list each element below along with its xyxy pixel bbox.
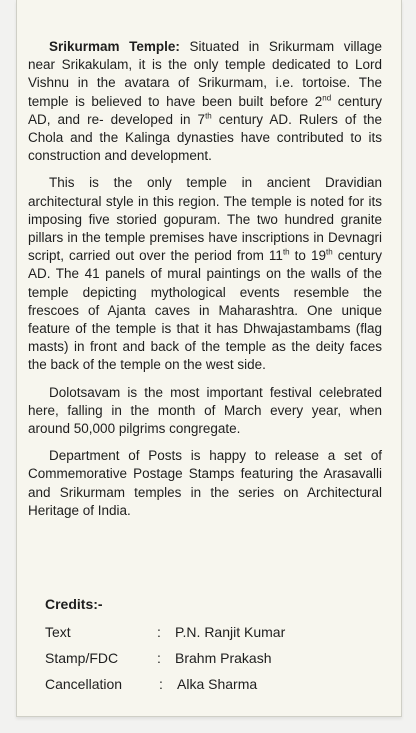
credit-value: Alka Sharma: [177, 676, 258, 692]
para-text: This is the only temple in ancient Dravidian architectural style in this region. The temple is noted for its imposing five storied gopuram. The two hundred granite pillars in the temple premises have inscriptions in Devnagri script, carried out over the period from 11: [28, 175, 382, 264]
credit-row-cancellation: [45, 676, 375, 694]
para-text: century AD, and re- developed in 7: [28, 93, 382, 127]
ordinal-suffix: th: [205, 111, 212, 121]
credits-heading: Credits:-: [45, 596, 103, 612]
ordinal-suffix: th: [326, 247, 333, 257]
paragraph-release: Department of Posts is happy to release a set of Commemorative Postage Stamps featuring the Arasavalli and Srikurmam temples in the series on Architectural Heritage of India.: [28, 448, 382, 518]
para-text: Situated in Srikurmam village near Srikakulam, it is the only temple dedicated to Lord Vishnu in the avatara of Srikurmam, i.e. tortoise. The temple is believed to have been built before 2: [28, 39, 382, 109]
paragraph-architecture: [28, 174, 382, 374]
paragraph-festival: Dolotsavam is the most important festival celebrated here, falling in the month of March every year, when around 50,000 pilgrims congregate.: [28, 384, 382, 437]
para-text: century AD. The 41 panels of mural paintings on the walls of the temple depicting mythological events resemble the frescoes of Ajanta caves in Maharashtra. One unique feature of the temple is that it has Dhwajastambams (flag masts) in front and back of the temple as the deity faces the back of the temple on the west side.: [28, 248, 382, 373]
credit-row-stamp: [45, 650, 375, 668]
credit-row-text: [45, 624, 375, 642]
body-text: [28, 38, 382, 520]
credit-value: P.N. Ranjit Kumar: [175, 624, 286, 640]
credit-colon: :: [157, 650, 161, 666]
ordinal-suffix: th: [282, 247, 290, 257]
para-text: century AD. Rulers of the Chola and the Kalinga dynasties have contributed to its construction and development.: [28, 111, 382, 164]
ordinal-suffix: nd: [322, 93, 332, 103]
credit-colon: :: [159, 676, 163, 692]
temple-title: Srikurmam Temple:: [49, 39, 180, 54]
credit-label: Stamp/FDC: [45, 650, 119, 666]
credit-label: Cancellation: [45, 676, 123, 692]
paragraph-temple-history: [28, 38, 382, 165]
credit-value: Brahm Prakash: [175, 650, 272, 666]
credit-colon: :: [157, 624, 161, 640]
credit-label: Text: [45, 624, 71, 640]
para-text: to 19: [289, 248, 326, 264]
